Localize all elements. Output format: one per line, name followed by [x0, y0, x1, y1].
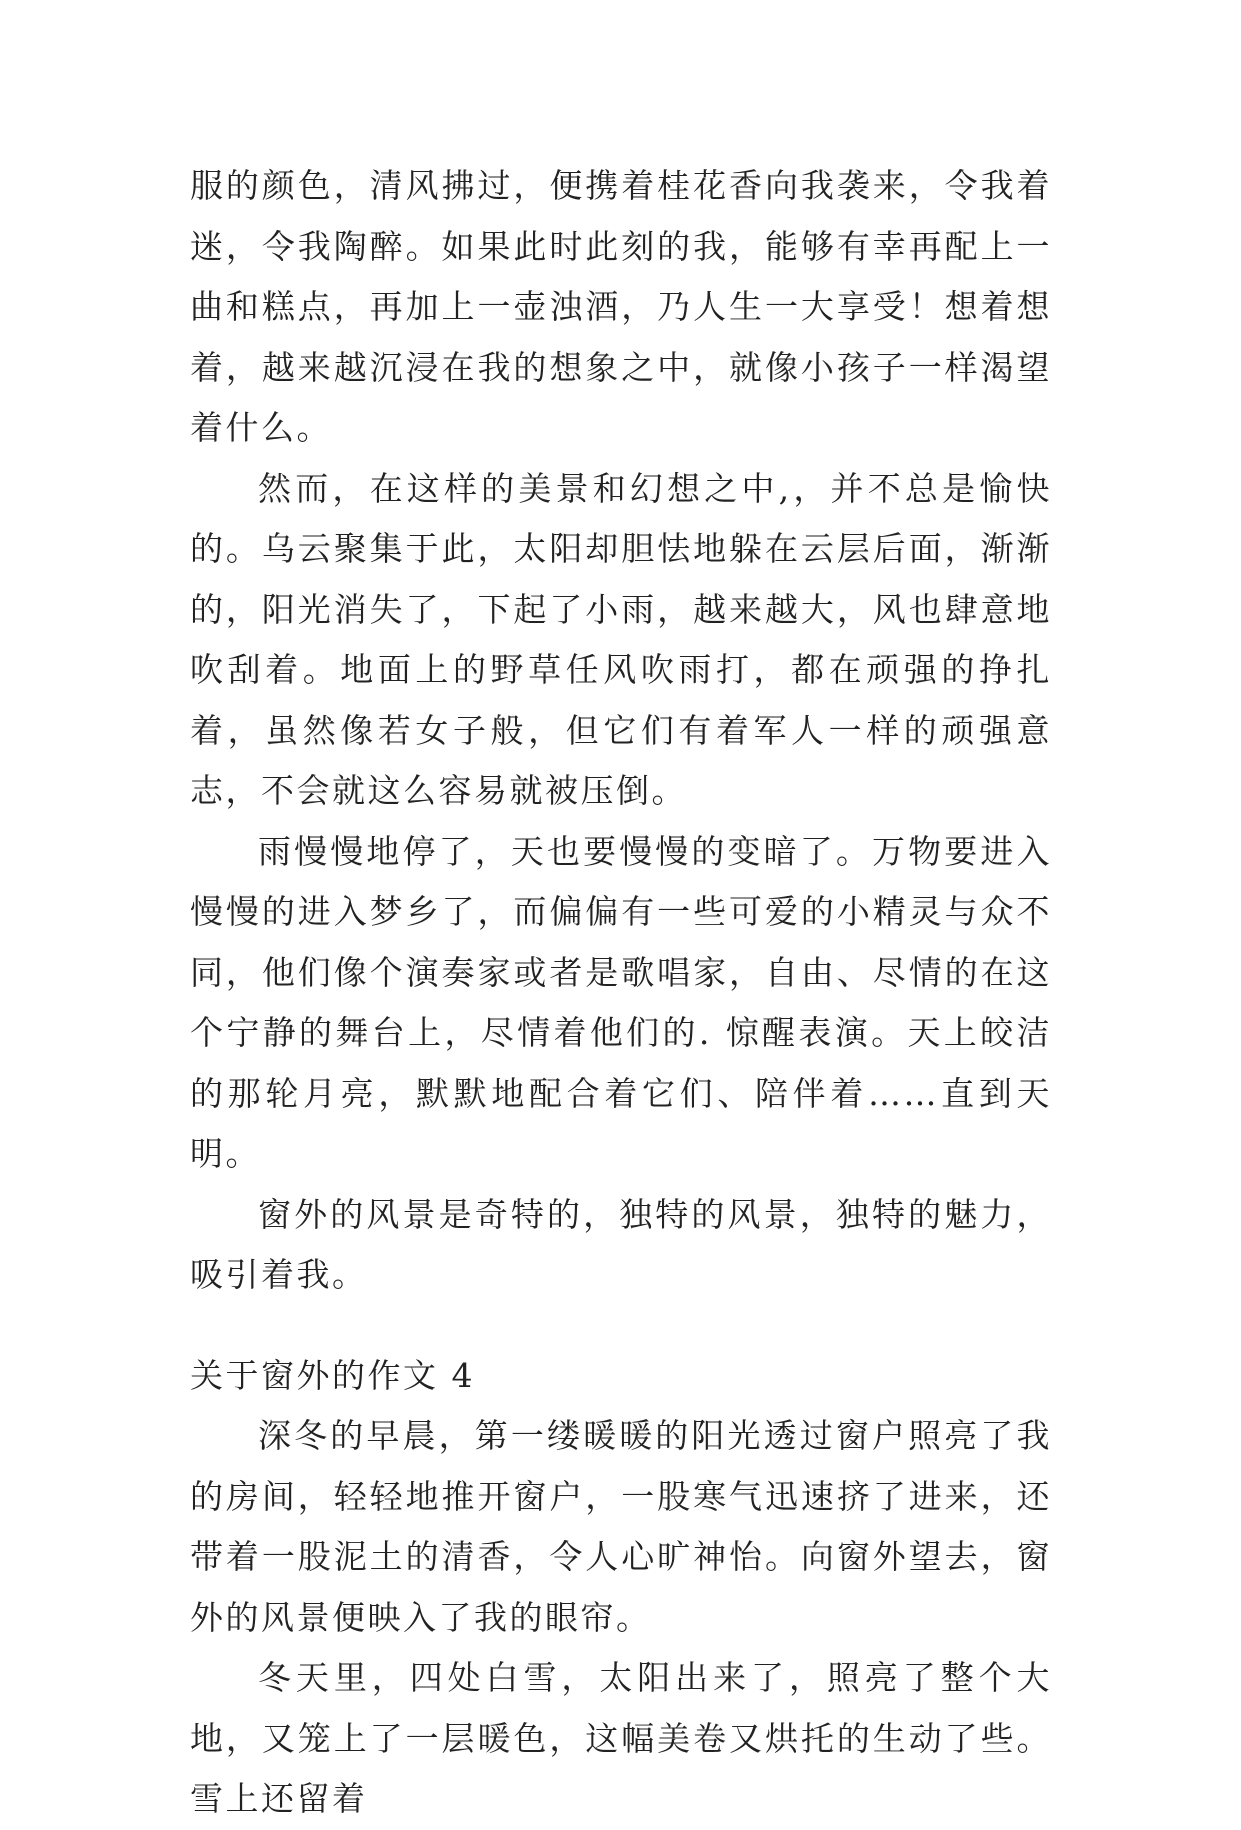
section-gap [190, 1306, 1052, 1346]
paragraph-winter-morning: 深冬的早晨，第一缕暖暖的阳光透过窗户照亮了我的房间，轻轻地推开窗户，一股寒气迅速挤了进来，还带着一股泥土的清香，令人心旷神怡。向窗外望去，窗外的风景便映入了我的眼帘。 [190, 1416, 1052, 1637]
section-title: 关于窗外的作文 4 [190, 1355, 475, 1395]
paragraph-clouds-rain: 然而，在这样的美景和幻想之中,，并不总是愉快的。乌云聚集于此，太阳却胆怯地躲在云层后面，渐渐的，阳光消失了，下起了小雨，越来越大，风也肆意地吹刮着。地面上的野草任风吹雨打，都在顽强的挣扎着，虽然像若女子般，但它们有着军人一样的顽强意志，不会就这么容易就被压倒。 [190, 468, 1052, 810]
paragraph-continuation: 服的颜色，清风拂过，便携着桂花香向我袭来，令我着迷，令我陶醉。如果此时此刻的我，能够有幸再配上一曲和糕点，再加上一壶浊酒，乃人生一大享受！想着想着，越来越沉浸在我的想象之中，就像小孩子一样渴望着什么。 [190, 166, 1052, 447]
document-body [190, 156, 1052, 1830]
paragraph-conclusion: 窗外的风景是奇特的，独特的风景，独特的魅力，吸引着我。 [190, 1194, 1052, 1294]
paragraph-winter-snow: 冬天里，四处白雪，太阳出来了，照亮了整个大地，又笼上了一层暖色，这幅美卷又烘托的生动了些。雪上还留着 [190, 1658, 1052, 1818]
paragraph-night: 雨慢慢地停了，天也要慢慢的变暗了。万物要进入慢慢的进入梦乡了，而偏偏有一些可爱的小精灵与众不同，他们像个演奏家或者是歌唱家，自由、尽情的在这个宁静的舞台上，尽情着他们的. 惊醒表演。天上皎洁的那轮月亮，默默地配合着它们、陪伴着……直到天明。 [190, 831, 1052, 1173]
